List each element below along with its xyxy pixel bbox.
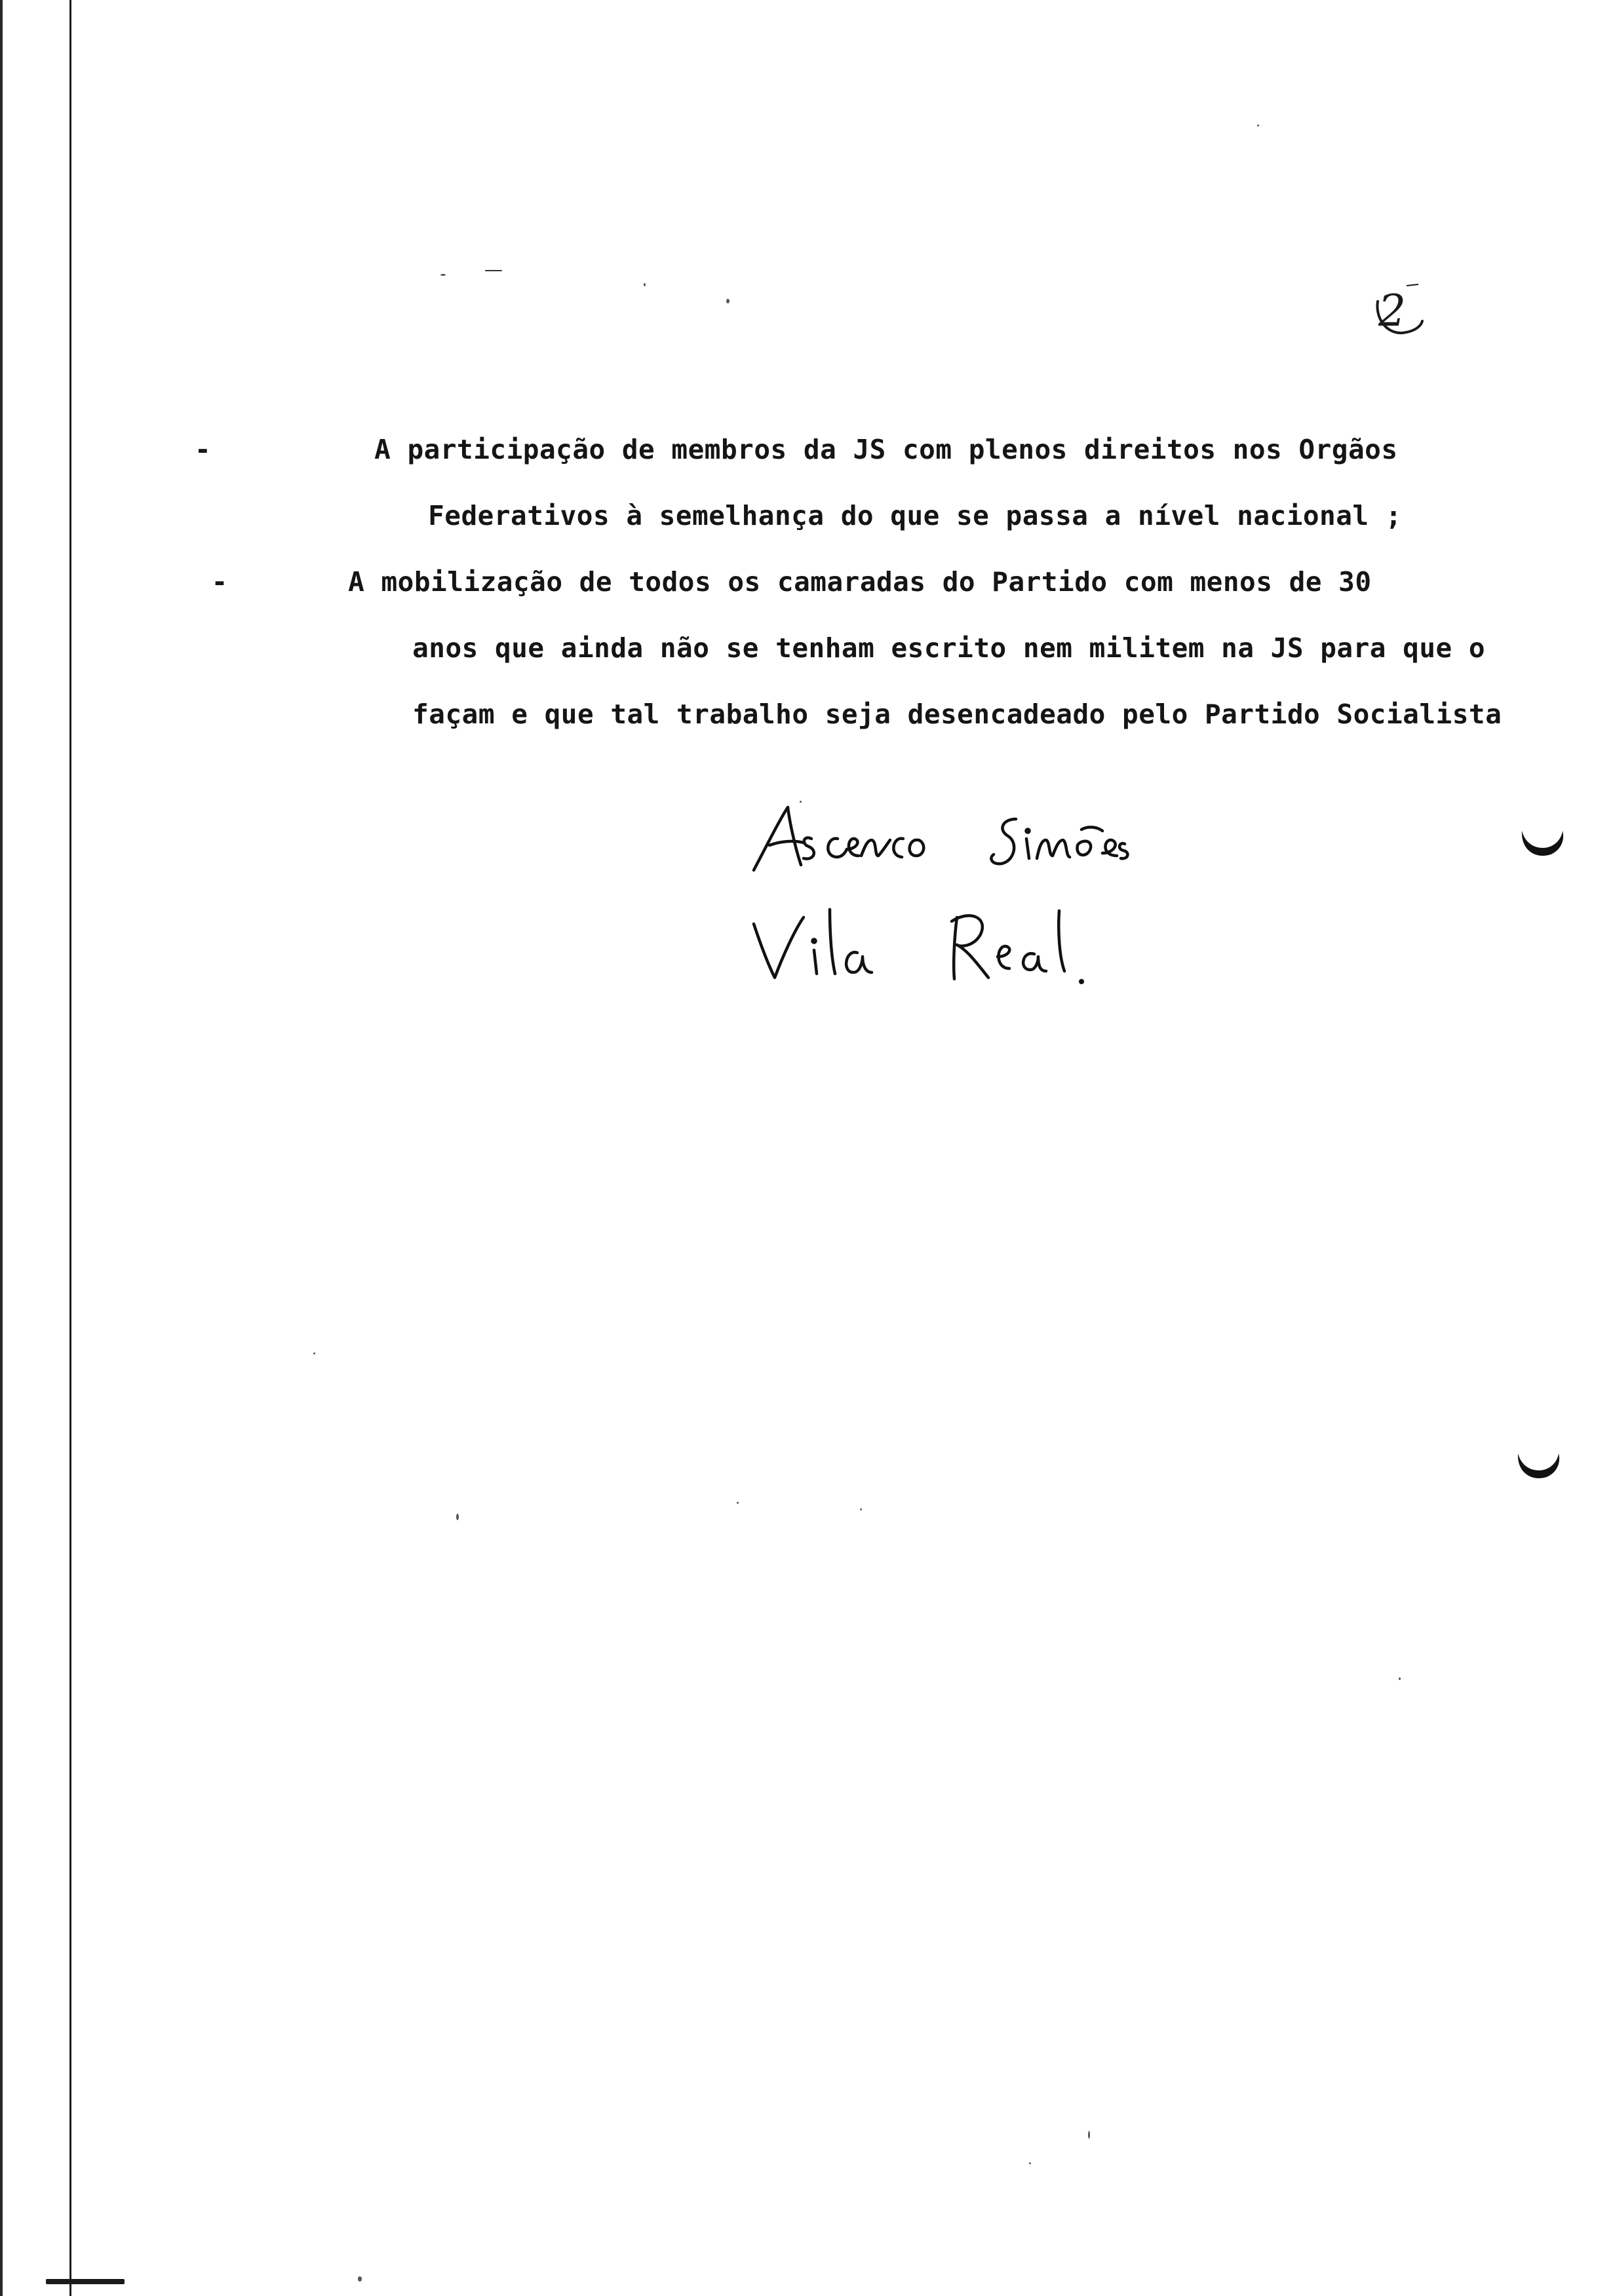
scan-speck <box>1088 2131 1090 2139</box>
scan-speck <box>1257 124 1259 126</box>
handwritten-signature <box>741 793 1265 1009</box>
typed-body <box>195 351 1502 730</box>
scan-speck <box>644 283 646 286</box>
line-2 <box>329 417 1483 531</box>
scan-speck <box>737 1502 739 1504</box>
scan-speck <box>860 1508 862 1510</box>
scan-speck <box>456 1514 459 1520</box>
scan-speck <box>1029 2162 1031 2164</box>
binding-line <box>69 0 71 2296</box>
line-text: anos que ainda não se tenham escrito nem militem na JS para que o <box>412 632 1486 664</box>
scan-speck <box>440 274 446 276</box>
bullet-dash: - <box>195 434 212 465</box>
line-text: façam e que tal trabalho seja desencadeado pelo Partido Socialista <box>412 698 1502 730</box>
scan-speck <box>726 299 730 303</box>
punch-hole-icon <box>1511 1434 1565 1487</box>
bullet-dash: - <box>211 566 228 598</box>
binding-clip <box>46 2279 125 2284</box>
page-left-edge <box>0 0 3 2296</box>
line-5 <box>313 615 1502 730</box>
scan-speck <box>800 801 802 803</box>
line-4 <box>313 549 1486 664</box>
scan-speck <box>358 2276 362 2282</box>
line-1 <box>195 351 1429 465</box>
punch-hole-icon <box>1515 811 1569 865</box>
page-number: 2 <box>1378 286 1406 336</box>
scan-speck <box>485 270 502 271</box>
line-3 <box>211 483 1403 598</box>
line-text: A participação de membros da JS com plenos direitos nos Orgãos <box>374 434 1398 465</box>
line-text: A mobilização de todos os camaradas do Partido com menos de 30 <box>348 566 1372 598</box>
scan-speck <box>313 1352 315 1354</box>
line-text: Federativos à semelhança do que se passa a nível nacional ; <box>428 500 1402 531</box>
scan-speck <box>1399 1677 1401 1680</box>
